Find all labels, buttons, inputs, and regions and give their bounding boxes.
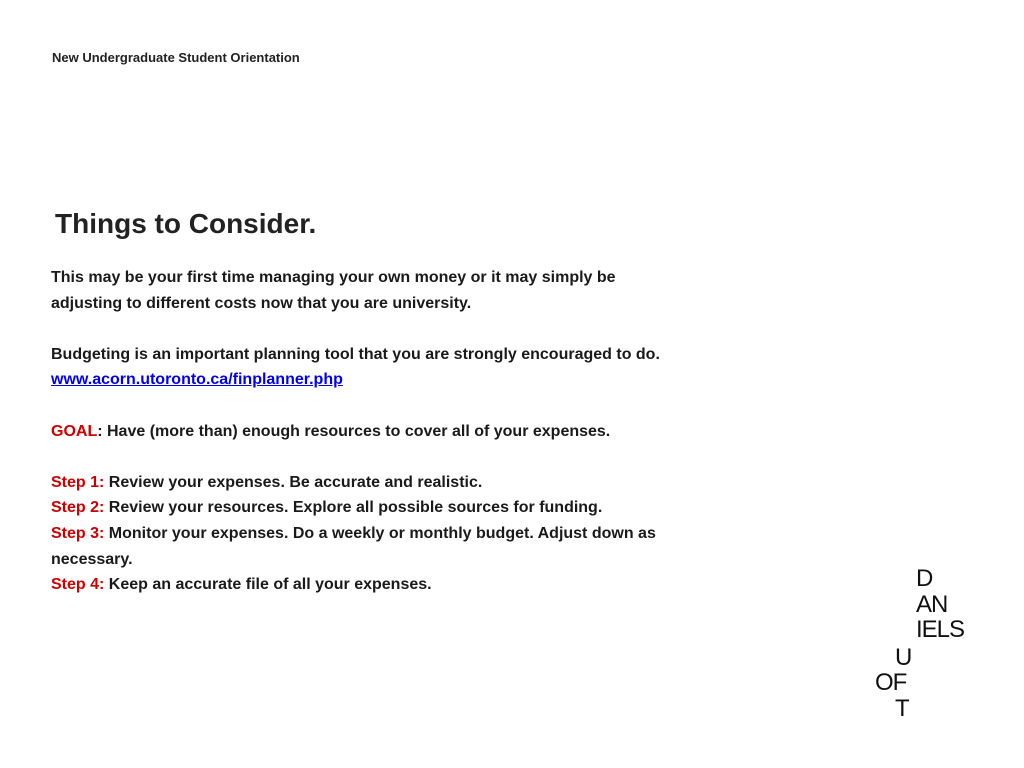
budgeting-text: Budgeting is an important planning tool that you are strongly encouraged to do. (51, 345, 660, 363)
step-1 (51, 470, 691, 496)
step-label: Step 4: (51, 576, 105, 594)
step-4 (51, 572, 691, 598)
content-body (51, 265, 691, 598)
logo-line-6: T (895, 695, 909, 722)
step-text: Monitor your expenses. Do a weekly or monthly budget. Adjust down as necessary. (51, 524, 656, 568)
logo-line-2: AN (916, 591, 948, 618)
logo-line-4: U (895, 644, 912, 671)
page-title: Things to Consider. (55, 208, 317, 239)
logo-line-3: IELS (916, 616, 965, 643)
goal-paragraph (51, 419, 691, 445)
step-text: Review your resources. Explore all possible sources for funding. (108, 499, 603, 517)
step-text: Keep an accurate file of all your expenses. (108, 576, 432, 594)
step-3 (51, 521, 691, 572)
budgeting-paragraph (51, 342, 691, 393)
step-label: Step 2: (51, 499, 105, 517)
presentation-subtitle: New Undergraduate Student Orientation (52, 50, 300, 65)
goal-text: : Have (more than) enough resources to cover all of your expenses. (97, 422, 611, 440)
logo-line-1: D (916, 565, 933, 592)
step-2 (51, 495, 691, 521)
step-text: Review your expenses. Be accurate and realistic. (108, 473, 483, 491)
daniels-uoft-logo (870, 566, 990, 726)
finplanner-link[interactable]: www.acorn.utoronto.ca/finplanner.php (51, 371, 343, 389)
intro-paragraph: This may be your first time managing your own money or it may simply be adjusting to different costs now that you are university. (51, 269, 616, 312)
step-label: Step 1: (51, 473, 105, 491)
logo-line-5: OF (875, 669, 907, 696)
goal-label: GOAL (51, 422, 98, 440)
step-label: Step 3: (51, 524, 105, 542)
